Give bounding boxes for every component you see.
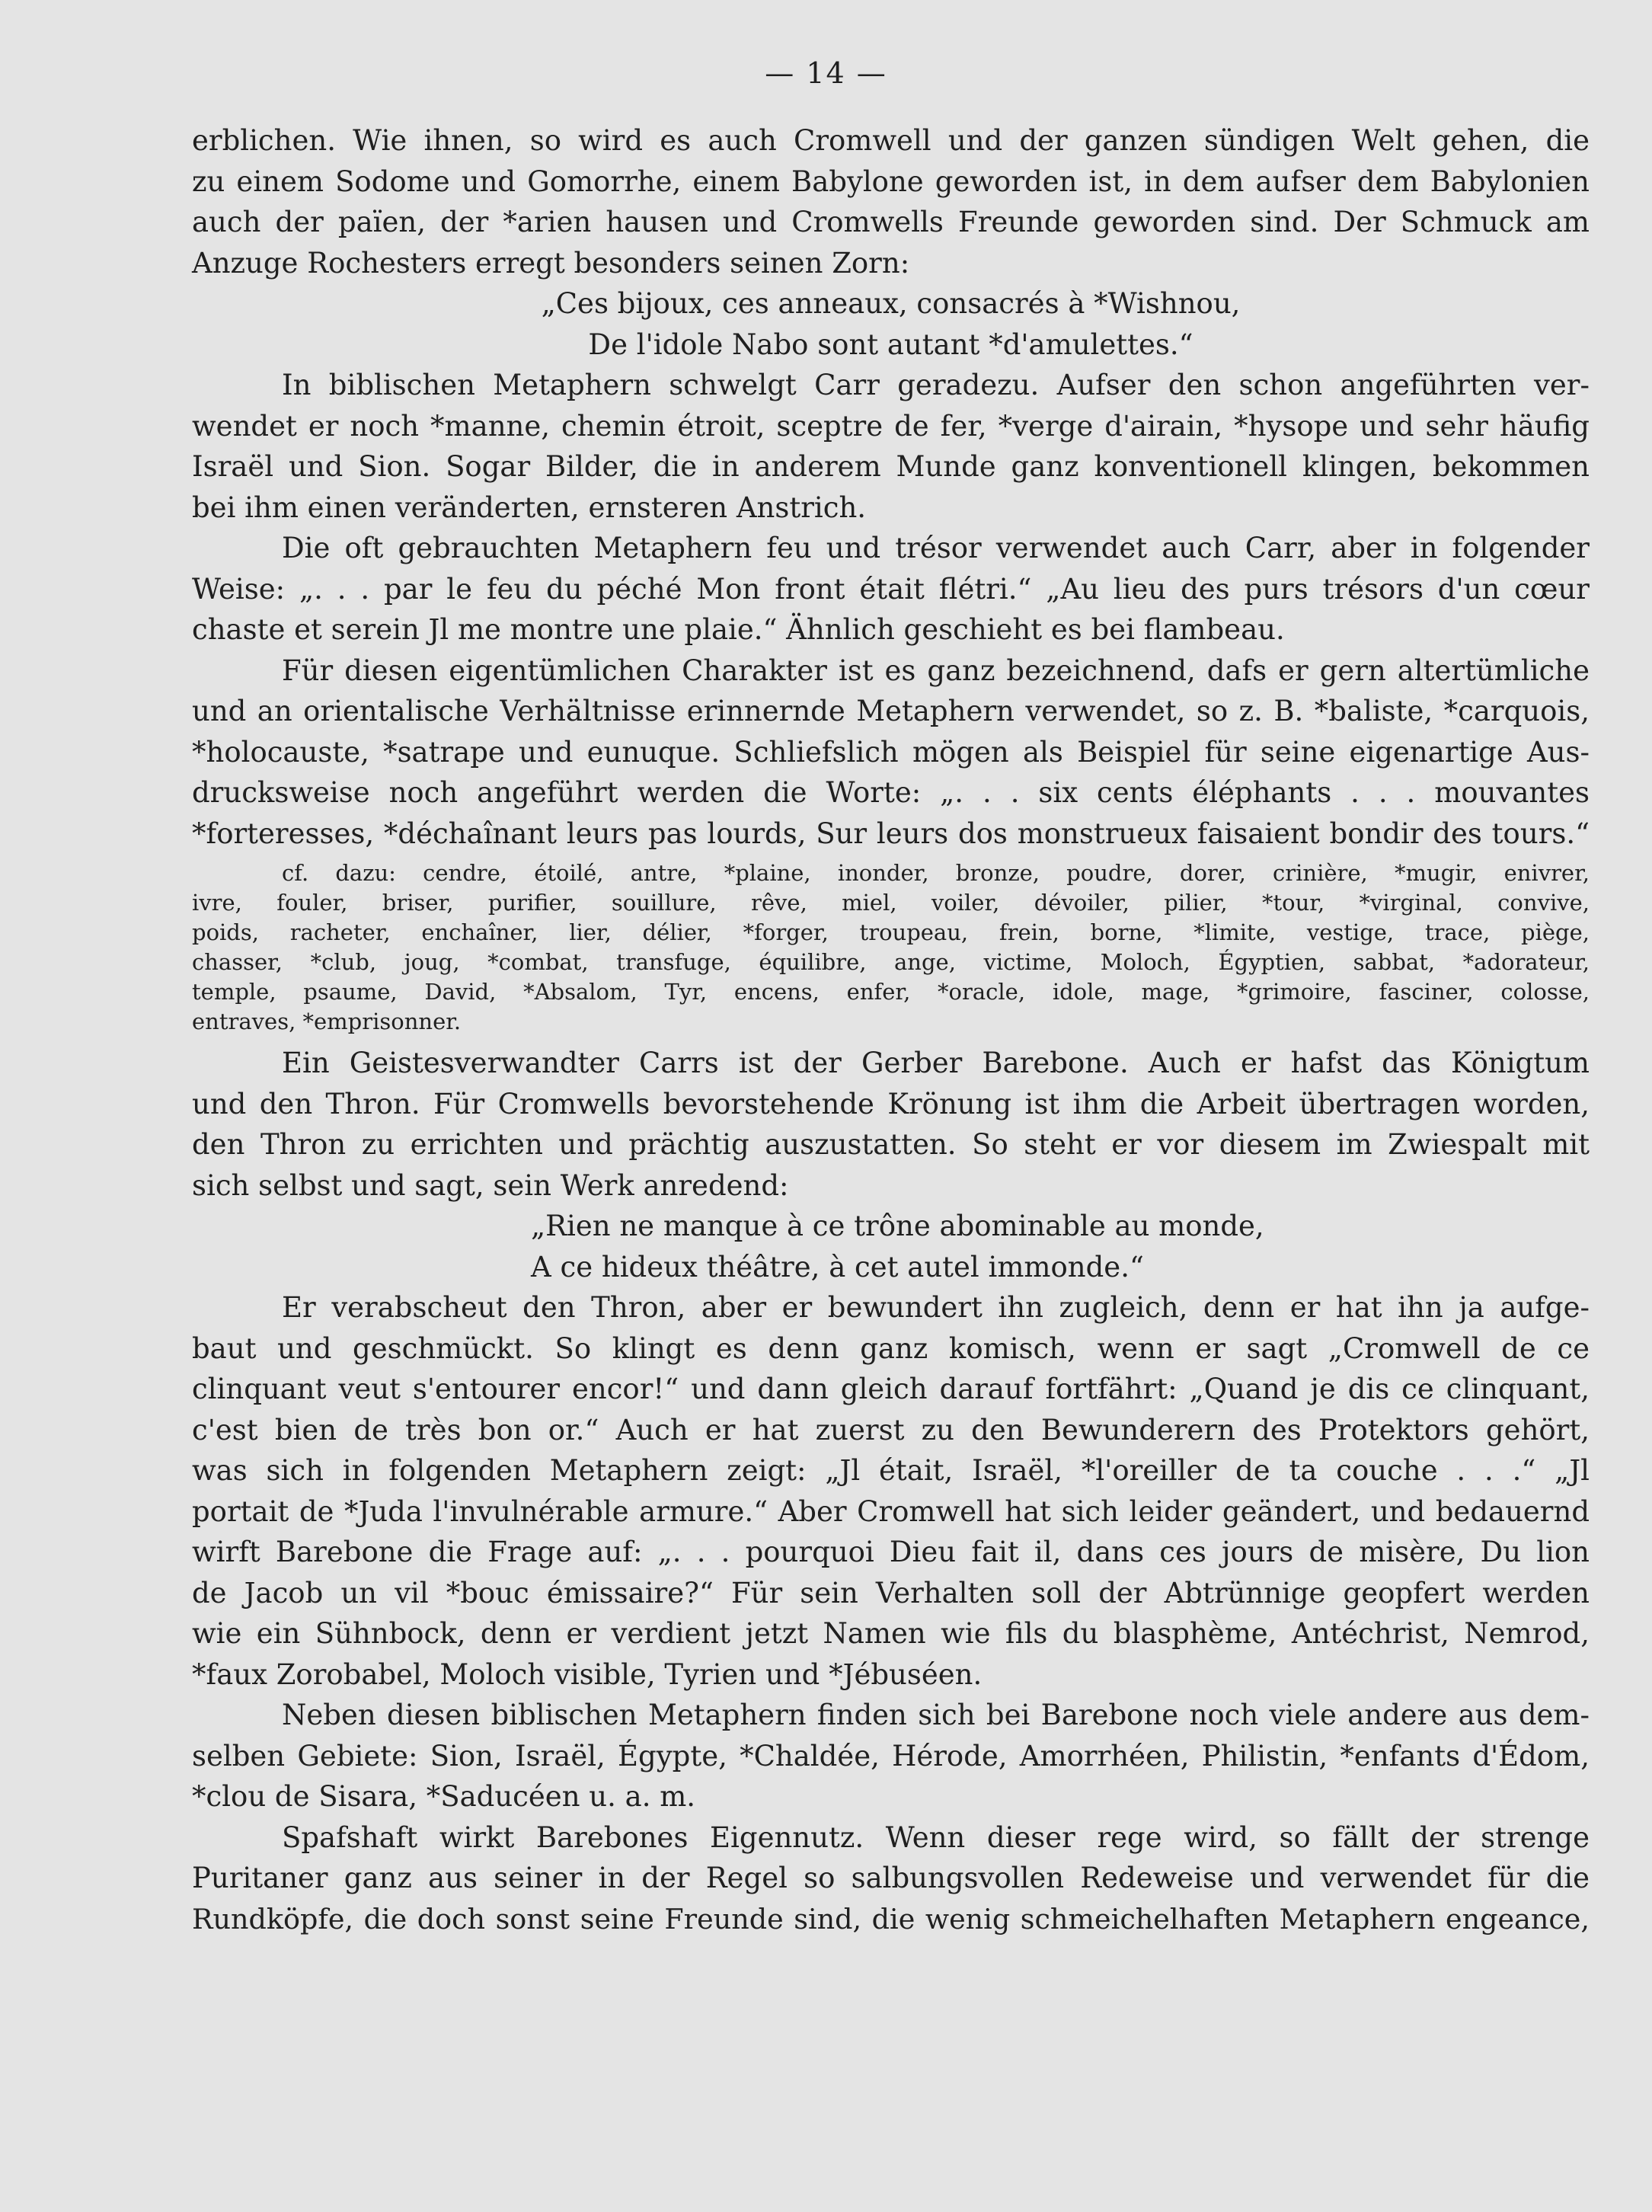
text-line: In biblischen Metaphern schwelgt Carr geradezu. Aufser den schon angeführten ver- — [282, 369, 1590, 401]
text-line: *clou de Sisara, *Saducéen u. a. m. — [192, 1780, 696, 1813]
footnote-line: entraves, *emprisonner. — [192, 1009, 462, 1034]
text-line: Ein Geistesverwandter Carrs ist der Gerber Barebone. Auch er hafst das Königtum — [282, 1047, 1590, 1079]
text-line: Rundköpfe, die doch sonst seine Freunde sind, die wenig schmeichelhaften Metaphern engeance, — [192, 1902, 1590, 1936]
text-line: sich selbst und sagt, sein Werk anredend: — [192, 1168, 789, 1202]
text-line: Neben diesen biblischen Metaphern finden sich bei Barebone noch viele andere aus dem- — [282, 1699, 1590, 1731]
verse-line: A ce hideux théâtre, à cet autel immonde.“ — [531, 1250, 1144, 1283]
text-line: Die oft gebrauchten Metaphern feu und trésor verwendet auch Carr, aber in folgender — [282, 532, 1590, 564]
text-line: wie ein Sühnbock, denn er verdient jetzt Namen wie fils du blasphème, Antéchrist, Nemrod, — [192, 1617, 1590, 1650]
footnote-line: cf. dazu: cendre, étoilé, antre, *plaine, inonder, bronze, poudre, dorer, crinière, *mugir, enivrer, — [282, 860, 1590, 886]
text-line: Er verabscheut den Thron, aber er bewundert ihn zugleich, denn er hat ihn ja aufge- — [282, 1291, 1590, 1324]
footnote-line: chasser, *club, joug, *combat, transfuge, équilibre, ange, victime, Moloch, Égyptien, sabbat, *adorateur, — [192, 949, 1590, 975]
page-number: — 14 — — [765, 56, 887, 90]
text-line: wirft Barebone die Frage auf: „. . . pourquoi Dieu fait il, dans ces jours de misère, Du lion — [192, 1536, 1590, 1568]
text-line: Puritaner ganz aus seiner in der Regel so salbungsvollen Redeweise und verwendet für die — [192, 1862, 1590, 1894]
text-line: und den Thron. Für Cromwells bevorstehende Krönung ist ihm die Arbeit übertragen worden, — [192, 1087, 1590, 1120]
text-line: *forteresses, *déchaînant leurs pas lourds, Sur leurs dos monstrueux faisaient bondir des tours.“ — [192, 817, 1590, 850]
text-line: Spafshaft wirkt Barebones Eigennutz. Wenn dieser rege wird, so fällt der strenge — [282, 1820, 1590, 1854]
text-line: portait de *Juda l'invulnérable armure.“ Aber Cromwell hat sich leider geändert, und bedauernd — [192, 1494, 1590, 1528]
text-line: clinquant veut s'entourer encor!“ und dann gleich darauf fortfährt: „Quand je dis ce clinquant, — [192, 1373, 1590, 1405]
text-line: c'est bien de très bon or.“ Auch er hat zuerst zu den Bewunderern des Protektors gehört, — [192, 1413, 1590, 1446]
text-line: selben Gebiete: Sion, Israël, Égypte, *Chaldée, Hérode, Amorrhéen, Philistin, *enfants d'Édom, — [192, 1739, 1590, 1772]
text-line: zu einem Sodome und Gomorrhe, einem Babylone geworden ist, in dem aufser dem Babylonien — [192, 165, 1590, 198]
text-line: Anzuge Rochesters erregt besonders seinen Zorn: — [192, 246, 910, 280]
footnote-line: poids, racheter, enchaîner, lier, délier, *forger, troupeau, frein, borne, *limite, vestige, trace, piège, — [192, 919, 1590, 945]
text-line: *holocauste, *satrape und eunuque. Schliefslich mögen als Beispiel für seine eigenartige Aus- — [192, 735, 1590, 769]
footnote-line: temple, psaume, David, *Absalom, Tyr, encens, enfer, *oracle, idole, mage, *grimoire, fasciner, colosse, — [192, 979, 1590, 1005]
text-line: Weise: „. . . par le feu du péché Mon front était flétri.“ „Au lieu des purs trésors d'un cœur — [192, 572, 1590, 606]
text-line: drucksweise noch angeführt werden die Worte: „. . . six cents éléphants . . . mouvantes — [192, 776, 1590, 809]
verse-line: „Ces bijoux, ces anneaux, consacrés à *Wishnou, — [541, 287, 1241, 320]
main-text — [192, 120, 1590, 1939]
text-line: de Jacob un vil *bouc émissaire?“ Für sein Verhalten soll der Abtrünnige geopfert werden — [192, 1576, 1590, 1609]
text-line: *faux Zorobabel, Moloch visible, Tyrien und *Jébuséen. — [192, 1657, 983, 1691]
verse-line: „Rien ne manque à ce trône abominable au monde, — [531, 1210, 1264, 1242]
text-line: den Thron zu errichten und prächtig auszustatten. So steht er vor diesem im Zwiespalt mit — [192, 1128, 1590, 1161]
text-line: chaste et serein Jl me montre une plaie.“ Ähnlich geschieht es bei flambeau. — [192, 613, 1285, 646]
verse-line: De l'idole Nabo sont autant *d'amulettes.“ — [588, 328, 1193, 361]
text-line: erblichen. Wie ihnen, so wird es auch Cromwell und der ganzen sündigen Welt gehen, die — [192, 124, 1590, 157]
text-line: Für diesen eigentümlichen Charakter ist es ganz bezeichnend, dafs er gern altertümliche — [282, 654, 1590, 687]
text-line: bei ihm einen veränderten, ernsteren Anstrich. — [192, 491, 867, 524]
text-line: Israël und Sion. Sogar Bilder, die in anderem Munde ganz konventionell klingen, bekommen — [192, 450, 1590, 483]
text-line: was sich in folgenden Metaphern zeigt: „Jl était, Israël, *l'oreiller de ta couche . . .“ „Jl — [192, 1454, 1590, 1487]
footnote-line: ivre, fouler, briser, purifier, souillure, rêve, miel, voiler, dévoiler, pilier, *tour, *virginal, convive, — [192, 890, 1590, 916]
text-line: auch der païen, der *arien hausen und Cromwells Freunde geworden sind. Der Schmuck am — [192, 206, 1590, 238]
text-line: wendet er noch *manne, chemin étroit, sceptre de fer, *verge d'airain, *hysope und sehr häufig — [192, 409, 1590, 443]
text-line: baut und geschmückt. So klingt es denn ganz komisch, wenn er sagt „Cromwell de ce — [192, 1331, 1590, 1365]
text-line: und an orientalische Verhältnisse erinnernde Metaphern verwendet, so z. B. *baliste, *carquois, — [192, 695, 1590, 727]
